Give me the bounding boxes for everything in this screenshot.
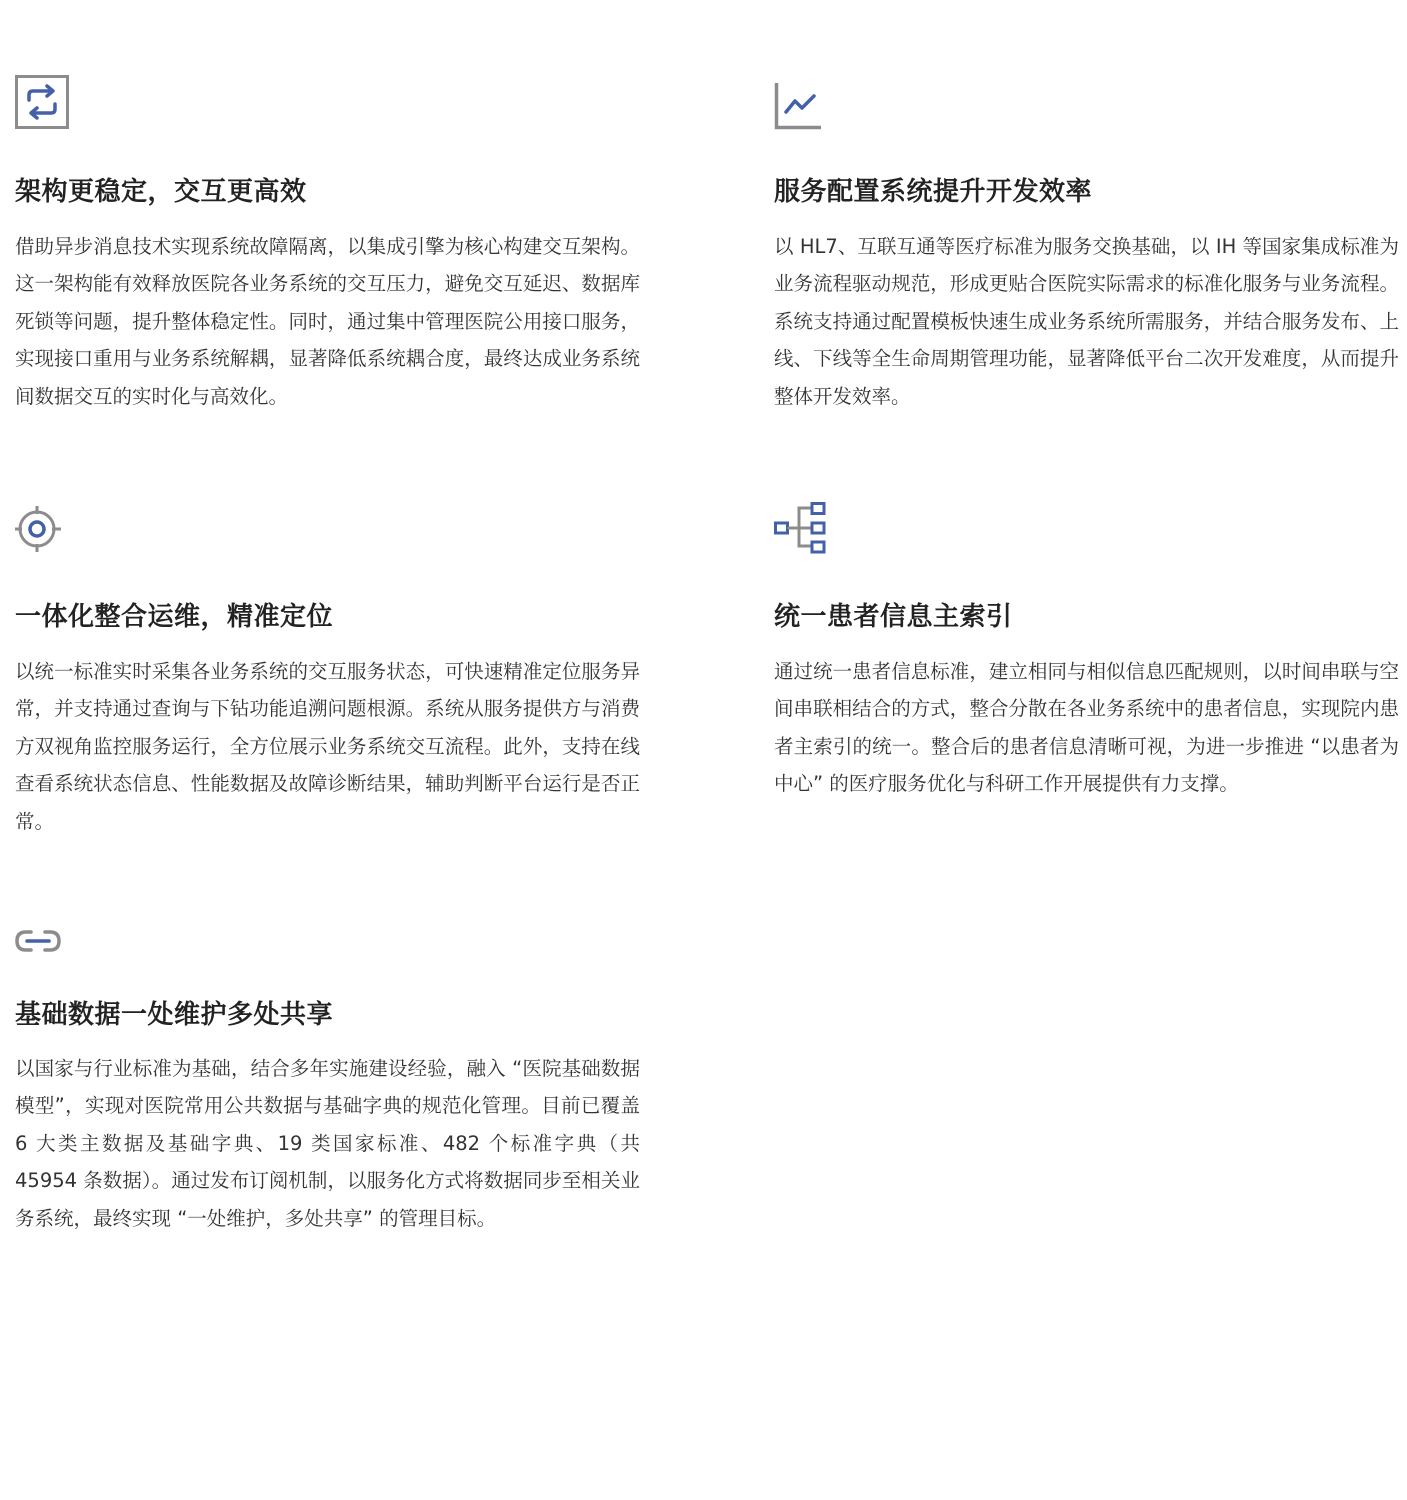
target-icon	[15, 506, 63, 554]
feature-title: 基础数据一处维护多处共享	[15, 1000, 334, 1030]
feature-description: 通过统一患者信息标准，建立相同与相似信息匹配规则，以时间串联与空间串联相结合的方式，整合分散在各业务系统中的患者信息，实现院内患者主索引的统一。整合后的患者信息清晰可视，为进一步推进 “以患者为中心” 的医疗服务优化与科研工作开展提供有力支撑。	[774, 660, 1399, 796]
feature-title: 统一患者信息主索引	[774, 602, 1013, 632]
link-icon	[15, 928, 61, 954]
hierarchy-icon	[774, 502, 828, 556]
feature-description: 以国家与行业标准为基础，结合多年实施建设经验，融入 “医院基础数据模型”，实现对医院常用公共数据与基础字典的规范化管理。目前已覆盖 6 大类主数据及基础字典、19 类国家标准、482 个标准字典（共 45954 条数据）。通过发布订阅机制，以服务化方式将数据同步至相关业务系统，最终实现 “一处维护，多处共享” 的管理目标。	[15, 1057, 640, 1230]
feature-title: 架构更稳定，交互更高效	[15, 177, 307, 207]
line-chart-icon	[774, 75, 824, 131]
sync-arrows-icon	[15, 75, 69, 129]
feature-description: 以 HL7、互联互通等医疗标准为服务交换基础，以 IH 等国家集成标准为业务流程驱动规范，形成更贴合医院实际需求的标准化服务与业务流程。系统支持通过配置模板快速生成业务系统所需服务，并结合服务发布、上线、下线等全生命周期管理功能，显著降低平台二次开发难度，从而提升整体开发效率。	[774, 235, 1399, 408]
feature-title: 一体化整合运维，精准定位	[15, 602, 334, 632]
feature-description: 以统一标准实时采集各业务系统的交互服务状态，可快速精准定位服务异常，并支持通过查询与下钻功能追溯问题根源。系统从服务提供方与消费方双视角监控服务运行，全方位展示业务系统交互流程。此外，支持在线查看系统状态信息、性能数据及故障诊断结果，辅助判断平台运行是否正常。	[15, 660, 640, 833]
feature-title: 服务配置系统提升开发效率	[774, 177, 1093, 207]
feature-description: 借助异步消息技术实现系统故障隔离，以集成引擎为核心构建交互架构。这一架构能有效释放医院各业务系统的交互压力，避免交互延迟、数据库死锁等问题，提升整体稳定性。同时，通过集中管理医院公用接口服务，实现接口重用与业务系统解耦，显著降低系统耦合度，最终达成业务系统间数据交互的实时化与高效化。	[15, 235, 640, 408]
